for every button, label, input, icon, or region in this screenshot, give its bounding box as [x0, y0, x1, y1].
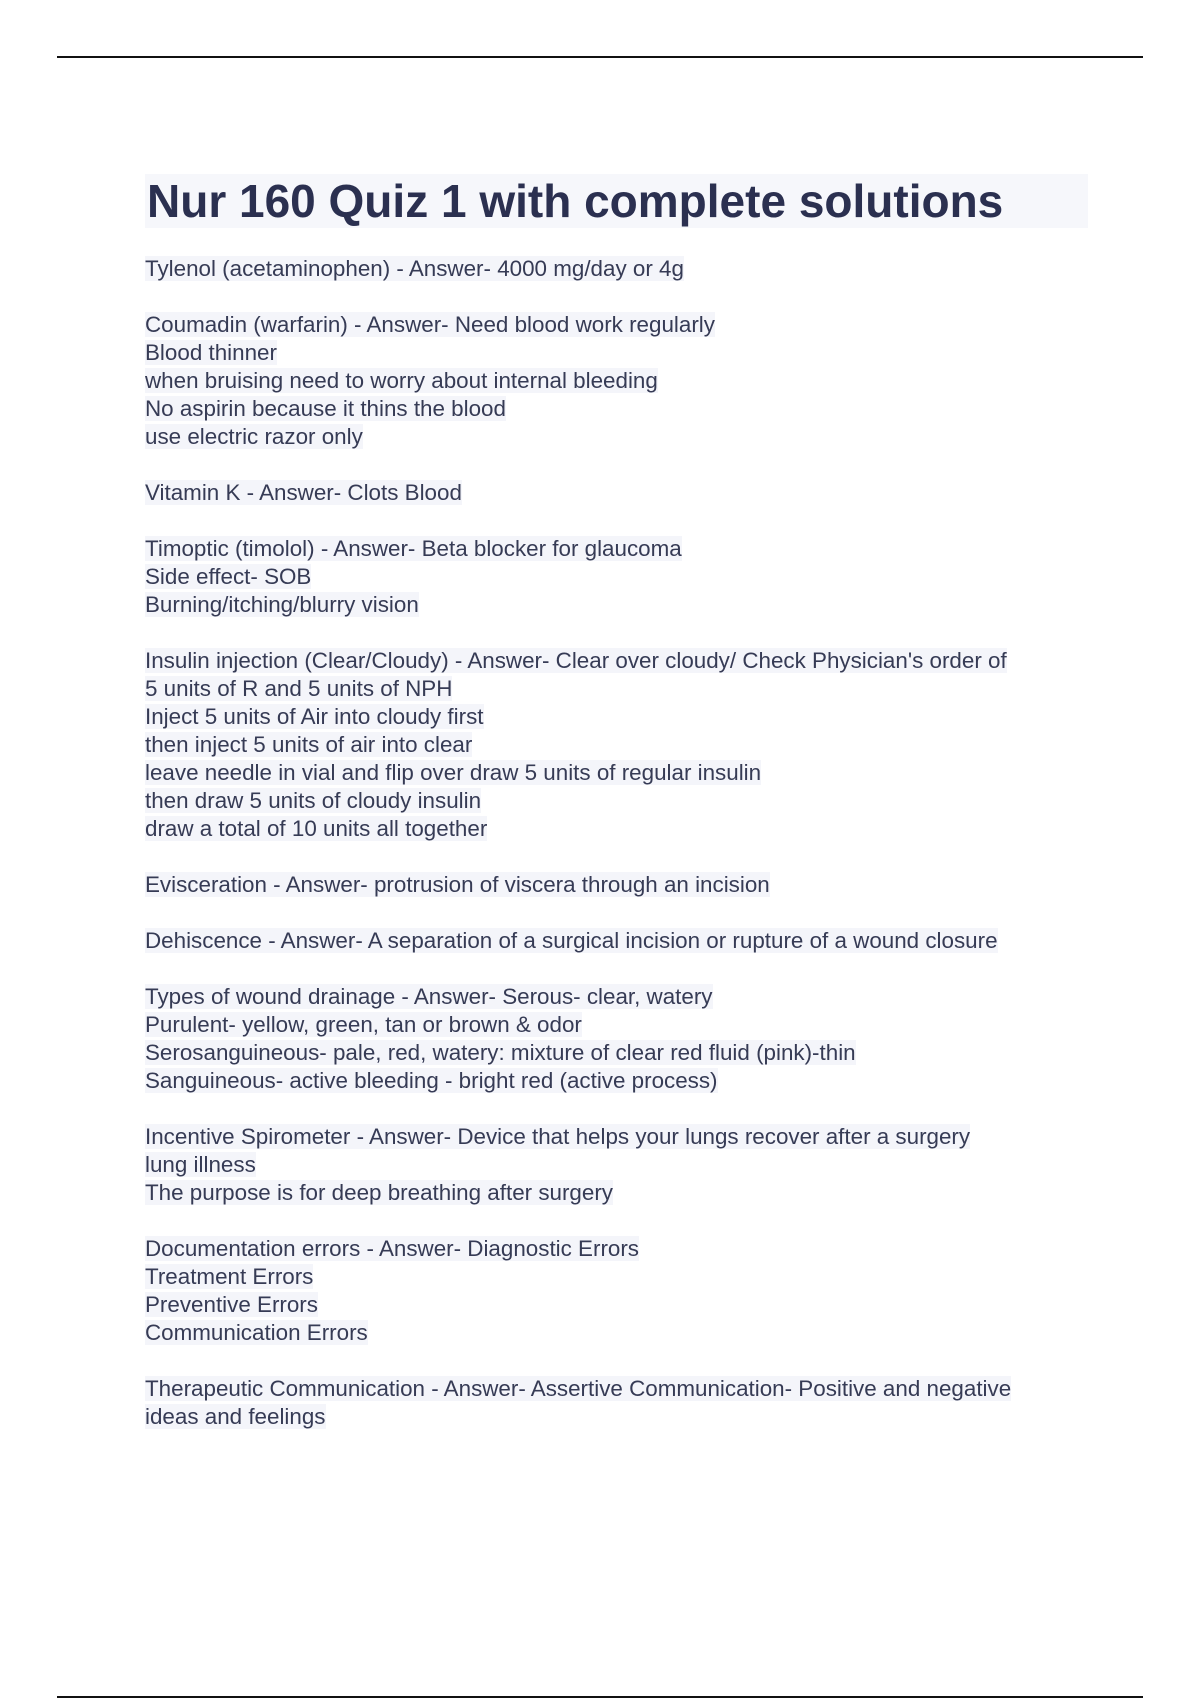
qa-answer-line — [145, 731, 1095, 759]
qa-answer-line — [145, 1039, 1095, 1067]
qa-entry — [145, 1235, 1095, 1347]
qa-line-text: Therapeutic Communication - Answer- Assertive Communication- Positive and negative — [145, 1376, 1012, 1401]
qa-line-text: Dehiscence - Answer- A separation of a surgical incision or rupture of a wound closure — [145, 928, 998, 953]
qa-answer-line — [145, 423, 1095, 451]
qa-entry — [145, 311, 1095, 451]
qa-question-line — [145, 1375, 1095, 1403]
qa-entry — [145, 479, 1095, 507]
bottom-rule — [57, 1696, 1143, 1698]
qa-answer-line — [145, 1291, 1095, 1319]
qa-answer-line — [145, 1403, 1095, 1431]
qa-answer-line — [145, 1179, 1095, 1207]
qa-line-text: Sanguineous- active bleeding - bright red (active process) — [145, 1068, 718, 1093]
qa-answer-line — [145, 591, 1095, 619]
qa-line-text: Coumadin (warfarin) - Answer- Need blood work regularly — [145, 312, 715, 337]
qa-answer-line — [145, 1319, 1095, 1347]
qa-line-text: Evisceration - Answer- protrusion of viscera through an incision — [145, 872, 770, 897]
qa-line-text: Insulin injection (Clear/Cloudy) - Answer- Clear over cloudy/ Check Physician's order of — [145, 648, 1007, 673]
qa-entry — [145, 535, 1095, 619]
qa-answer-line — [145, 339, 1095, 367]
qa-question-line — [145, 535, 1095, 563]
qa-line-text: 5 units of R and 5 units of NPH — [145, 676, 453, 701]
qa-answer-line — [145, 1067, 1095, 1095]
qa-line-text: Treatment Errors — [145, 1264, 314, 1289]
qa-line-text: Documentation errors - Answer- Diagnostic Errors — [145, 1236, 640, 1261]
qa-line-text: Serosanguineous- pale, red, watery: mixture of clear red fluid (pink)-thin — [145, 1040, 856, 1065]
qa-entry — [145, 927, 1095, 955]
qa-answer-line — [145, 395, 1095, 423]
qa-answer-line — [145, 815, 1095, 843]
qa-line-text: then inject 5 units of air into clear — [145, 732, 473, 757]
qa-entry — [145, 1375, 1095, 1431]
qa-question-line — [145, 1235, 1095, 1263]
qa-answer-line — [145, 675, 1095, 703]
qa-answer-line — [145, 1263, 1095, 1291]
qa-question-line — [145, 871, 1095, 899]
top-rule — [57, 56, 1143, 58]
qa-line-text: Incentive Spirometer - Answer- Device that helps your lungs recover after a surgery — [145, 1124, 971, 1149]
qa-line-text: Burning/itching/blurry vision — [145, 592, 419, 617]
qa-question-line — [145, 647, 1095, 675]
qa-question-line — [145, 1123, 1095, 1151]
qa-answer-line — [145, 1151, 1095, 1179]
qa-entry — [145, 647, 1095, 843]
qa-entry — [145, 255, 1095, 283]
qa-question-line — [145, 311, 1095, 339]
qa-line-text: leave needle in vial and flip over draw 5 units of regular insulin — [145, 760, 762, 785]
qa-question-line — [145, 479, 1095, 507]
qa-answer-line — [145, 787, 1095, 815]
qa-line-text: Tylenol (acetaminophen) - Answer- 4000 mg/day or 4g — [145, 256, 684, 281]
qa-answer-line — [145, 563, 1095, 591]
qa-line-text: Inject 5 units of Air into cloudy first — [145, 704, 484, 729]
qa-line-text: then draw 5 units of cloudy insulin — [145, 788, 482, 813]
qa-line-text: Side effect- SOB — [145, 564, 312, 589]
qa-answer-line — [145, 1011, 1095, 1039]
qa-entry — [145, 983, 1095, 1095]
qa-question-line — [145, 927, 1095, 955]
qa-list — [145, 255, 1095, 1459]
qa-line-text: use electric razor only — [145, 424, 363, 449]
qa-answer-line — [145, 759, 1095, 787]
qa-line-text: No aspirin because it thins the blood — [145, 396, 506, 421]
qa-line-text: Preventive Errors — [145, 1292, 318, 1317]
qa-entry — [145, 1123, 1095, 1207]
qa-line-text: lung illness — [145, 1152, 256, 1177]
qa-line-text: Blood thinner — [145, 340, 277, 365]
qa-answer-line — [145, 367, 1095, 395]
qa-line-text: ideas and feelings — [145, 1404, 326, 1429]
qa-question-line — [145, 255, 1095, 283]
qa-line-text: The purpose is for deep breathing after surgery — [145, 1180, 613, 1205]
qa-line-text: Communication Errors — [145, 1320, 368, 1345]
qa-line-text: Types of wound drainage - Answer- Serous- clear, watery — [145, 984, 713, 1009]
qa-line-text: Vitamin K - Answer- Clots Blood — [145, 480, 462, 505]
title-block — [145, 174, 1088, 228]
qa-line-text: Purulent- yellow, green, tan or brown & odor — [145, 1012, 582, 1037]
qa-line-text: when bruising need to worry about internal bleeding — [145, 368, 658, 393]
qa-entry — [145, 871, 1095, 899]
qa-line-text: Timoptic (timolol) - Answer- Beta blocker for glaucoma — [145, 536, 682, 561]
qa-line-text: draw a total of 10 units all together — [145, 816, 488, 841]
page-title: Nur 160 Quiz 1 with complete solutions — [147, 175, 1004, 227]
qa-answer-line — [145, 703, 1095, 731]
qa-question-line — [145, 983, 1095, 1011]
